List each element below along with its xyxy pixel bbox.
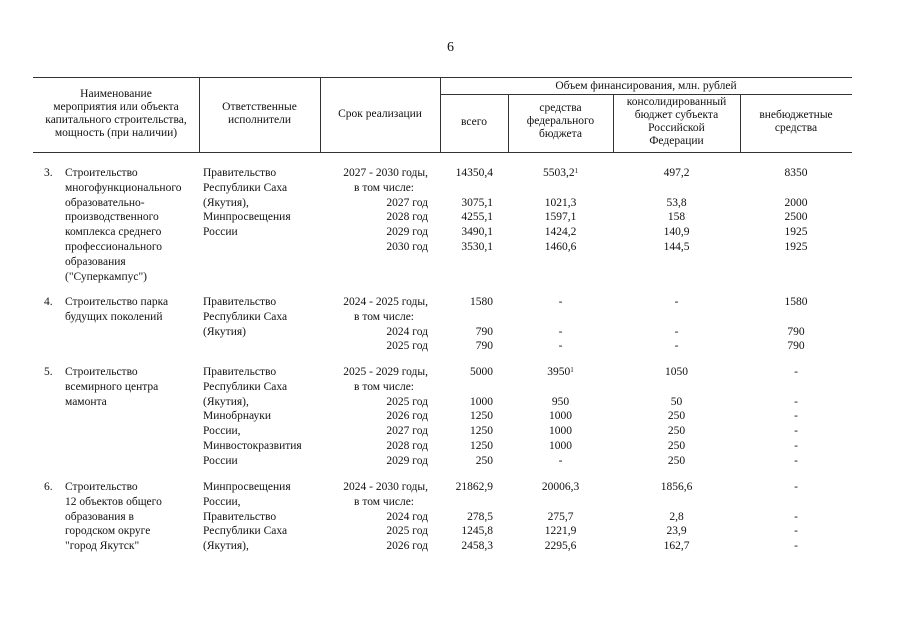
header-name-line: Наименование — [80, 88, 152, 100]
row-federal-number: 2295,6 — [544, 540, 577, 553]
row-regional-value: - — [674, 325, 679, 338]
row-total — [440, 480, 493, 554]
row-total-value: 1245,8 — [461, 525, 493, 538]
row-number: 6. — [44, 481, 53, 493]
header-name-line: мероприятия или объекта — [53, 101, 179, 113]
row-regional-value: 53,8 — [666, 196, 687, 209]
row-total-value: 790 — [475, 340, 493, 353]
header-financing: Объем финансирования, млн. рублей — [555, 80, 737, 92]
header-extra-line: средства — [774, 122, 818, 134]
row-executors-line: Минпросвещения — [203, 211, 291, 224]
header-total: всего — [461, 116, 487, 128]
row-federal-value — [508, 510, 613, 525]
row-name-line: комплекса среднего — [65, 226, 162, 239]
header-executors-line: Ответственные — [222, 101, 297, 113]
row-extra-value: 8350 — [784, 167, 808, 179]
row-extra-value: - — [794, 525, 798, 538]
row-regional — [613, 480, 740, 554]
row-regional-value — [613, 310, 740, 325]
row-federal-number: - — [558, 454, 563, 467]
row-federal-value — [508, 439, 613, 454]
row-total-value: 5000 — [470, 366, 493, 378]
row-regional — [613, 365, 740, 469]
row-executors-line: Республики Саха — [203, 310, 288, 323]
row-executors-line: России, — [203, 425, 241, 438]
row-federal-value — [508, 310, 613, 325]
row-executors-line: России, — [203, 495, 241, 508]
row-federal-number: 1000 — [549, 425, 572, 438]
row-executors — [203, 295, 320, 339]
row-name — [65, 480, 198, 554]
row-total — [440, 166, 493, 255]
row-total-value: 790 — [475, 325, 493, 338]
row-total-value: 1250 — [470, 439, 493, 452]
row-period-line: 2025 год — [386, 525, 428, 538]
row-federal-number: 5503,2 — [542, 167, 575, 179]
row-federal-number: 1460,6 — [544, 240, 577, 253]
row-regional-value: 250 — [667, 410, 686, 423]
row-period-line: 2024 - 2025 годы, — [343, 296, 428, 308]
row-regional-value: 23,9 — [666, 525, 687, 538]
row-name — [65, 365, 198, 409]
row-federal-value — [508, 196, 613, 211]
row-federal-number — [559, 182, 562, 194]
row-federal-value — [508, 395, 613, 410]
row-federal-number: 3950 — [547, 366, 571, 378]
row-extra — [740, 365, 852, 469]
row-federal-number: 275,7 — [547, 510, 574, 523]
row-executors-line: Правительство — [203, 510, 277, 523]
row-federal — [508, 295, 613, 354]
row-total-value: 2458,3 — [461, 540, 493, 553]
row-total-value: 21862,9 — [455, 481, 493, 493]
footnote-marker: 1 — [574, 167, 579, 175]
row-total-value: 278,5 — [467, 510, 493, 523]
row-total-value — [440, 380, 493, 395]
row-name — [65, 166, 198, 284]
row-name-line: профессионального — [65, 240, 163, 253]
row-federal-value — [508, 210, 613, 225]
row-executors-line: России — [203, 454, 238, 467]
row-regional-value: - — [674, 296, 679, 308]
row-extra-value: 1925 — [784, 240, 808, 253]
row-name-line: образования — [65, 255, 126, 268]
footnote-marker: 1 — [570, 366, 574, 374]
row-extra-value: - — [794, 366, 798, 378]
row-period-line: 2025 - 2029 годы, — [343, 366, 428, 378]
row-executors-line: Минпросвещения — [203, 481, 291, 493]
row-name-line: Строительство — [65, 481, 138, 493]
row-period-line: в том числе: — [354, 380, 414, 393]
row-federal-number: - — [558, 340, 563, 353]
row-extra-value: 2500 — [784, 211, 808, 224]
row-federal-number: - — [558, 325, 563, 338]
row-executors-line: Минобрнауки — [203, 410, 272, 423]
header-regional-line: Российской — [648, 122, 705, 134]
row-period-line: в том числе: — [354, 181, 414, 194]
row-executors — [203, 480, 320, 554]
row-name-line: Строительство — [65, 366, 138, 378]
row-period-line: 2026 год — [386, 410, 428, 423]
row-regional-value: 158 — [667, 211, 686, 224]
row-period-line: в том числе: — [354, 495, 414, 508]
row-extra-value — [740, 310, 852, 325]
row-extra-value: 790 — [787, 325, 805, 338]
row-extra-value: 2000 — [784, 196, 808, 209]
row-regional-value: 1856,6 — [660, 481, 693, 493]
row-name-line: "город Якутск" — [65, 540, 140, 553]
row-federal-number — [559, 311, 562, 323]
row-total-value: 14350,4 — [455, 167, 493, 179]
header-name-line: капитального строительства, — [45, 114, 187, 126]
row-regional-value: 162,7 — [663, 540, 690, 553]
header-executors-line: исполнители — [227, 114, 292, 126]
header-extra-line: внебюджетные — [759, 109, 833, 121]
row-federal — [508, 480, 613, 554]
row-total-value: 3530,1 — [461, 240, 493, 253]
row-extra-value: - — [794, 425, 798, 438]
row-period-line: 2028 год — [386, 211, 428, 224]
row-total-value: 1250 — [470, 410, 493, 423]
row-total-value: 4255,1 — [461, 211, 493, 224]
row-extra — [740, 295, 852, 354]
header-name-line: мощность (при наличии) — [54, 127, 178, 139]
row-federal-value — [508, 524, 613, 539]
row-executors-line: Правительство — [203, 296, 277, 308]
header-federal-line: средства — [539, 102, 582, 114]
row-executors-line: (Якутия), — [203, 395, 249, 408]
row-regional-value: 2,8 — [669, 510, 684, 523]
row-regional-value: 250 — [667, 439, 686, 452]
row-total-value: 250 — [475, 454, 493, 467]
row-federal-value — [508, 166, 613, 181]
row-regional-value: 50 — [670, 395, 683, 408]
row-period-line: 2025 год — [386, 340, 428, 353]
row-total-value: 3490,1 — [461, 226, 493, 239]
row-extra-value: 790 — [787, 340, 805, 353]
row-total-value — [440, 495, 493, 510]
row-federal — [508, 365, 613, 469]
row-federal-number: - — [558, 296, 563, 308]
row-period-line: 2024 год — [386, 325, 428, 338]
row-period — [324, 295, 428, 354]
row-federal-value — [508, 225, 613, 240]
row-federal-value — [508, 295, 613, 310]
row-period-line: 2024 - 2030 годы, — [343, 481, 428, 493]
row-name-line: ("Суперкампус") — [65, 270, 147, 283]
row-federal-number: 1000 — [549, 410, 572, 423]
row-regional-value: - — [674, 340, 679, 353]
row-regional-value: 144,5 — [663, 240, 690, 253]
row-period-line: 2027 год — [386, 196, 428, 209]
row-extra-value: - — [794, 510, 798, 523]
row-total — [440, 365, 493, 469]
row-extra — [740, 166, 852, 255]
header-regional-line: Федерации — [649, 135, 704, 147]
row-federal-value — [508, 240, 613, 255]
row-number: 4. — [44, 296, 53, 308]
row-name-line: будущих поколений — [65, 310, 163, 323]
row-federal-number — [559, 381, 562, 393]
row-name-line: Строительство парка — [65, 296, 169, 308]
row-total-value — [440, 181, 493, 196]
row-name-line: многофункционального — [65, 181, 182, 194]
header-regional — [613, 96, 740, 148]
row-executors-line: Правительство — [203, 366, 277, 378]
row-regional-value: 250 — [667, 454, 686, 467]
header-bottom-rule — [33, 152, 852, 153]
row-federal-value — [508, 325, 613, 340]
header-federal-line: федерального — [526, 115, 595, 127]
row-executors-line: Правительство — [203, 167, 277, 179]
header-executors — [199, 101, 320, 127]
financing-subheader-rule — [440, 94, 852, 95]
row-extra-value: - — [794, 410, 798, 423]
row-executors-line: Республики Саха — [203, 380, 288, 393]
header-extra — [740, 109, 852, 135]
row-executors-line: России — [203, 226, 238, 239]
row-executors — [203, 365, 320, 469]
header-period: Срок реализации — [338, 108, 422, 120]
row-name-line: всемирного центра — [65, 380, 159, 393]
row-regional-value: 1050 — [665, 366, 688, 378]
row-federal-number: 1424,2 — [544, 226, 577, 239]
row-period-line: 2030 год — [386, 240, 428, 253]
row-executors-line: Минвостокразвития — [203, 439, 302, 452]
row-regional — [613, 295, 740, 354]
row-extra-value — [740, 495, 852, 510]
header-federal-line: бюджета — [539, 128, 582, 140]
row-name-line: производственного — [65, 211, 159, 224]
row-total-value: 3075,1 — [461, 196, 493, 209]
row-executors-line: Республики Саха — [203, 181, 288, 194]
row-extra-value: - — [794, 481, 798, 493]
row-federal-number: 1000 — [549, 439, 572, 452]
row-name-line: мамонта — [65, 395, 107, 408]
row-name — [65, 295, 198, 325]
row-period-line: 2026 год — [386, 540, 428, 553]
row-period-line: 2025 год — [386, 395, 428, 408]
row-federal-value — [508, 454, 613, 469]
row-period — [324, 480, 428, 554]
row-extra — [740, 480, 852, 554]
row-period-line: 2028 год — [386, 439, 428, 452]
header-regional-line: консолидированный — [626, 96, 727, 108]
row-regional-value: 497,2 — [663, 167, 690, 179]
row-extra-value — [740, 181, 852, 196]
row-federal-number: 950 — [551, 395, 570, 408]
row-regional — [613, 166, 740, 255]
row-regional-value: 140,9 — [663, 226, 690, 239]
row-executors-line: (Якутия), — [203, 540, 249, 553]
row-name-line: образовательно- — [65, 196, 145, 209]
header-name — [33, 88, 199, 140]
row-federal-number: 1597,1 — [544, 211, 577, 224]
row-name-line: Строительство — [65, 167, 138, 179]
row-federal-value — [508, 380, 613, 395]
row-period-line: 2027 - 2030 годы, — [343, 167, 428, 179]
row-federal-number: 20006,3 — [541, 481, 580, 493]
row-number: 3. — [44, 167, 53, 179]
row-regional-value — [613, 380, 740, 395]
row-executors-line: (Якутия), — [203, 196, 249, 209]
row-federal — [508, 166, 613, 255]
row-extra-value: - — [794, 540, 798, 553]
row-period — [324, 365, 428, 469]
row-total-value: 1000 — [470, 395, 493, 408]
row-period-line: в том числе: — [354, 310, 414, 323]
row-extra-value — [740, 380, 852, 395]
row-period-line: 2029 год — [386, 226, 428, 239]
row-extra-value: - — [794, 439, 798, 452]
header-federal — [508, 102, 613, 141]
row-federal-value — [508, 409, 613, 424]
table-top-rule — [33, 77, 852, 78]
row-name-line: 12 объектов общего — [65, 495, 162, 508]
page-number: 6 — [447, 40, 454, 55]
row-total-value: 1250 — [470, 425, 493, 438]
row-federal-number: 1021,3 — [544, 196, 577, 209]
row-federal-number — [559, 496, 562, 508]
row-executors — [203, 166, 320, 240]
row-number: 5. — [44, 366, 53, 378]
row-regional-value: 250 — [667, 425, 686, 438]
row-federal-number: 1221,9 — [544, 525, 577, 538]
row-extra-value: 1580 — [784, 296, 808, 308]
row-total — [440, 295, 493, 354]
row-regional-value — [613, 181, 740, 196]
row-executors-line: (Якутия) — [203, 325, 246, 338]
row-period — [324, 166, 428, 255]
row-total-value: 1580 — [470, 296, 493, 308]
row-name-line: городском округе — [65, 525, 151, 538]
row-federal-value — [508, 480, 613, 495]
row-federal-value — [508, 539, 613, 554]
row-federal-value — [508, 424, 613, 439]
row-period-line: 2024 год — [386, 510, 428, 523]
row-federal-value — [508, 495, 613, 510]
row-federal-value — [508, 339, 613, 354]
row-federal-value — [508, 181, 613, 196]
row-executors-line: Республики Саха — [203, 525, 288, 538]
row-period-line: 2029 год — [386, 454, 428, 467]
header-regional-line: бюджет субъекта — [634, 109, 719, 121]
row-period-line: 2027 год — [386, 425, 428, 438]
row-extra-value: - — [794, 395, 798, 408]
row-regional-value — [613, 495, 740, 510]
row-extra-value: 1925 — [784, 226, 808, 239]
row-total-value — [440, 310, 493, 325]
row-extra-value: - — [794, 454, 798, 467]
row-name-line: образования в — [65, 510, 134, 523]
row-federal-value — [508, 365, 613, 380]
